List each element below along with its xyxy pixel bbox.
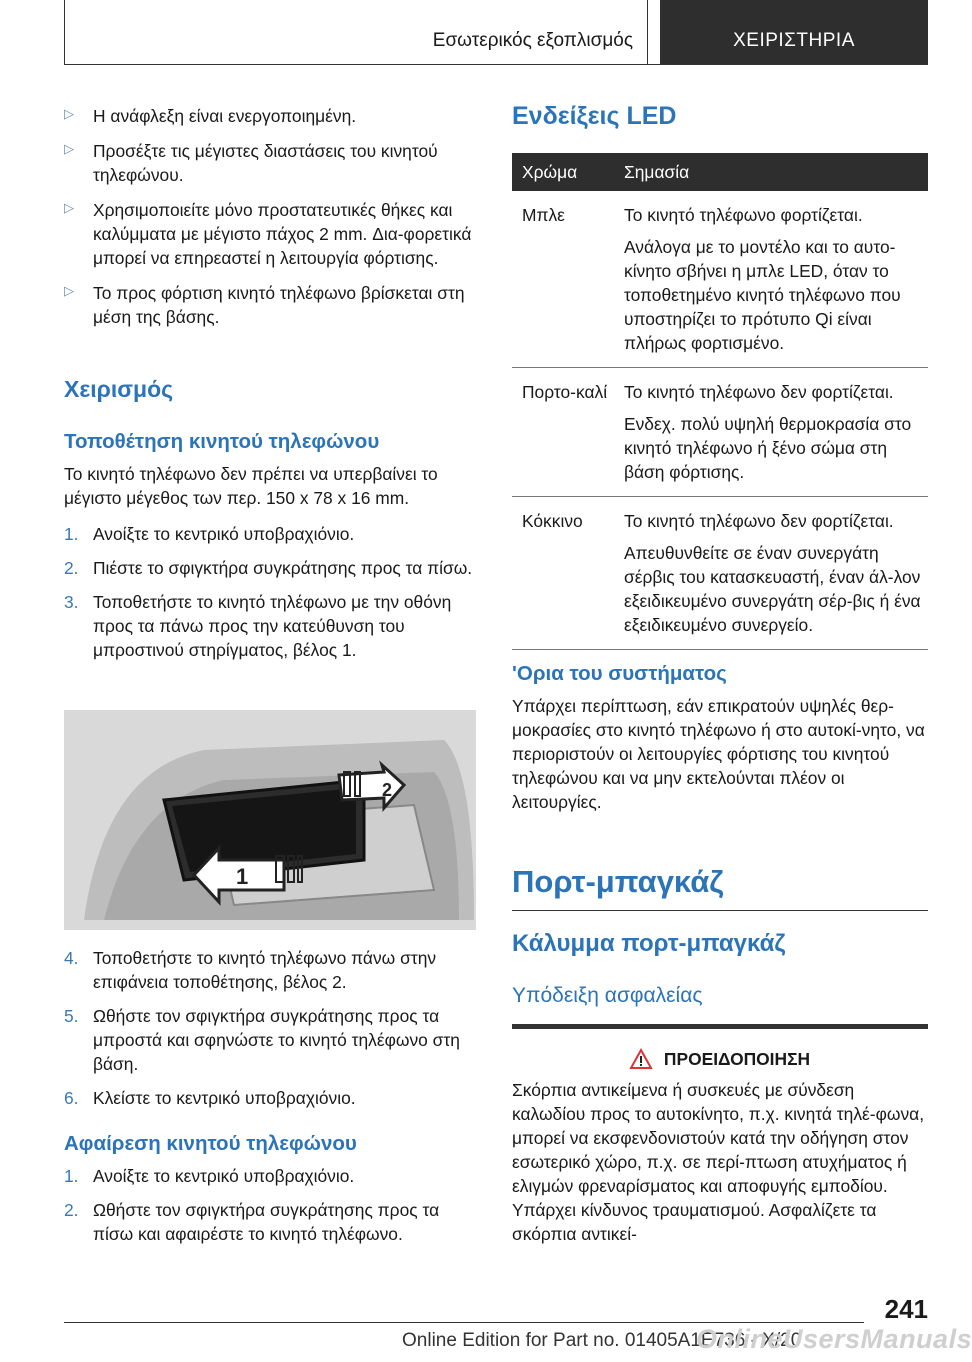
step-number: 1.	[64, 524, 79, 544]
step-number: 1.	[64, 1166, 79, 1186]
bullet-item	[64, 198, 476, 270]
heading-cover-wrap	[512, 930, 928, 958]
steps-continued	[64, 946, 476, 1120]
step-item	[64, 946, 476, 994]
bullet-text: Χρησιμοποιείτε μόνο προστατευτικές θήκες και καλύμματα με μέγιστο πάχος 2 mm. Δια-φορετικά μπορεί να επηρεαστεί η λειτουργία φόρτισης.	[93, 200, 472, 268]
phone-placement-illustration	[64, 710, 476, 930]
led-meaning-cell	[614, 191, 928, 368]
step-number: 5.	[64, 1006, 79, 1026]
meaning-line: Το κινητό τηλέφωνο φορτίζεται.	[624, 205, 863, 225]
table-row	[512, 368, 928, 497]
removal-section	[64, 1132, 476, 1256]
step-number: 4.	[64, 948, 79, 968]
left-column	[64, 104, 476, 340]
meaning-line: Το κινητό τηλέφωνο δεν φορτίζεται.	[624, 511, 894, 531]
meaning-line: Ενδεχ. πολύ υψηλή θερμοκρασία στο κινητό τηλέφωνο ή ξένο σώμα στη βάση φόρτισης.	[624, 414, 912, 482]
meaning-line: Ανάλογα με το μοντέλο και το αυτο-κίνητο σβήνει η μπλε LED, όταν το τοποθετημένο κινητό τηλέφωνο που υποστηρίζει το πρότυπο Qi είναι πλήρως φορτισμένο.	[624, 237, 901, 353]
step-text: Τοποθετήστε το κινητό τηλέφωνο με την οθόνη προς τα πάνω προς την κατεύθυνση του μπροστινού στηρίγματος, βέλος 1.	[93, 592, 452, 660]
footer-watermark: OnlineUsersManuals	[696, 1324, 972, 1354]
warning-box	[512, 1046, 928, 1254]
step-text: Κλείστε το κεντρικό υποβραχιόνιο.	[93, 1088, 356, 1108]
col-color-header: Χρώμα	[512, 153, 614, 191]
step-text: Ωθήστε τον σφιγκτήρα συγκράτησης προς τα πίσω και αφαιρέστε το κινητό τηλέφωνο.	[93, 1200, 440, 1244]
heading-luggage-wrap	[512, 864, 928, 911]
heading-led: Ενδείξεις LED	[512, 102, 677, 130]
page-number: 241	[884, 1294, 928, 1324]
header-section-title: Εσωτερικός εξοπλισμός	[65, 0, 648, 64]
led-meaning-cell	[614, 497, 928, 650]
step-item	[64, 1004, 476, 1076]
table-row	[512, 497, 928, 650]
arrow-2-label: 2	[382, 780, 393, 800]
step-text: Ανοίξτε το κεντρικό υποβραχιόνιο.	[93, 524, 355, 544]
step-number: 3.	[64, 592, 79, 612]
warning-title: ΠΡΟΕΙΔΟΠΟΙΗΣΗ	[663, 1048, 811, 1069]
heading-limits: 'Ορια του συστήματος	[512, 662, 727, 685]
limits-section	[512, 662, 928, 814]
led-color-cell: Πορτο-καλί	[512, 368, 614, 497]
heading-safety-wrap	[512, 984, 928, 1008]
heading-operation: Χειρισμός	[64, 376, 174, 402]
step-text: Ωθήστε τον σφιγκτήρα συγκράτησης προς τα μπροστά και σφηνώστε το κινητό τηλέφωνο στη βάση.	[93, 1006, 460, 1074]
triangle-bullet-icon: ▷	[64, 106, 74, 121]
step-item	[64, 556, 476, 580]
bullet-item	[64, 104, 476, 128]
triangle-bullet-icon: ▷	[64, 283, 74, 298]
led-meaning-cell	[614, 368, 928, 497]
heading-operation-wrap	[64, 376, 476, 403]
heading-removal: Αφαίρεση κινητού τηλεφώνου	[64, 1132, 357, 1155]
warning-triangle-icon	[630, 1049, 652, 1069]
console-drawing	[64, 710, 476, 930]
header-rule	[64, 64, 928, 65]
led-table-wrap	[512, 153, 928, 650]
step-text: Τοποθετήστε το κινητό τηλέφωνο πάνω στην επιφάνεια τοποθέτησης, βέλος 2.	[93, 948, 437, 992]
led-table	[512, 153, 928, 650]
bullet-text: Προσέξτε τις μέγιστες διαστάσεις του κινητού τηλεφώνου.	[93, 141, 438, 185]
led-color-cell: Κόκκινο	[512, 497, 614, 650]
heading-safety: Υπόδειξη ασφαλείας	[512, 984, 703, 1007]
bullet-item	[64, 281, 476, 329]
bullet-text: Το προς φόρτιση κινητό τηλέφωνο βρίσκεται στη μέση της βάσης.	[93, 283, 465, 327]
bullet-text: Η ανάφλεξη είναι ενεργοποιημένη.	[93, 106, 357, 126]
step-item	[64, 1164, 476, 1188]
footer-rule	[64, 1322, 864, 1323]
warning-header	[512, 1046, 928, 1072]
limits-text: Υπάρχει περίπτωση, εάν επικρατούν υψηλές θερ-μοκρασίες στο κινητό τηλέφωνο ή στο αυτοκί-νητο, να περιοριστούν οι λειτουργίες φόρτισης του κινητού τηλεφώνου και να μην εκτελούνται πλέον οι λειτουργίες.	[512, 696, 925, 812]
header-chapter-tab[interactable]: ΧΕΙΡΙΣΤΗΡΙΑ	[660, 0, 928, 64]
meaning-line: Απευθυνθείτε σε έναν συνεργάτη σέρβις του κατασκευαστή, έναν άλ-λον εξειδικευμένο συνεργάτη σέρ-βις ή ένα εξειδικευμένο συνεργείο.	[624, 543, 921, 635]
placement-intro: Το κινητό τηλέφωνο δεν πρέπει να υπερβαίνει το μέγιστο μέγεθος των περ. 150 x 78 x 16 mm.	[64, 464, 438, 508]
placement-section	[64, 430, 476, 672]
triangle-bullet-icon: ▷	[64, 200, 74, 215]
step-item	[64, 1198, 476, 1246]
meaning-line: Το κινητό τηλέφωνο δεν φορτίζεται.	[624, 382, 894, 402]
heading-luggage: Πορτ-μπαγκάζ	[512, 864, 724, 899]
arrow-1-label: 1	[236, 864, 249, 889]
footer-edition: Online Edition for Part no. 01405A1E736 - X/20	[402, 1330, 802, 1351]
step-number: 2.	[64, 558, 79, 578]
step-item	[64, 1086, 476, 1110]
led-color-cell: Μπλε	[512, 191, 614, 368]
triangle-bullet-icon: ▷	[64, 141, 74, 156]
step-text: Ανοίξτε το κεντρικό υποβραχιόνιο.	[93, 1166, 355, 1186]
table-row	[512, 191, 928, 368]
step-item	[64, 522, 476, 546]
heading-cover: Κάλυμμα πορτ-μπαγκάζ	[512, 930, 786, 957]
led-table-header	[512, 153, 928, 191]
warning-text: Σκόρπια αντικείμενα ή συσκευές με σύνδεση καλωδίου προς το αυτοκίνητο, π.χ. κινητά τηλέ-φωνα, μπορεί να εκσφενδονιστούν κατά την οδήγηση στον εσωτερικό χώρο, π.χ. σε περί-πτωση ατυχήματος ή ελιγμών φρεναρίσματος και αποφυγής εμποδίου. Υπάρχει κίνδυνος τραυματισμού. Ασφαλίζετε τα σκόρπια αντικεί-	[512, 1080, 925, 1244]
step-number: 2.	[64, 1200, 79, 1220]
step-number: 6.	[64, 1088, 79, 1108]
step-item	[64, 590, 476, 662]
bullet-item	[64, 139, 476, 187]
heading-placement: Τοποθέτηση κινητού τηλεφώνου	[64, 430, 380, 453]
heading-led-wrap	[512, 102, 928, 131]
step-text: Πιέστε το σφιγκτήρα συγκράτησης προς τα πίσω.	[93, 558, 473, 578]
col-meaning-header: Σημασία	[614, 153, 928, 191]
warning-bar	[512, 1024, 928, 1029]
